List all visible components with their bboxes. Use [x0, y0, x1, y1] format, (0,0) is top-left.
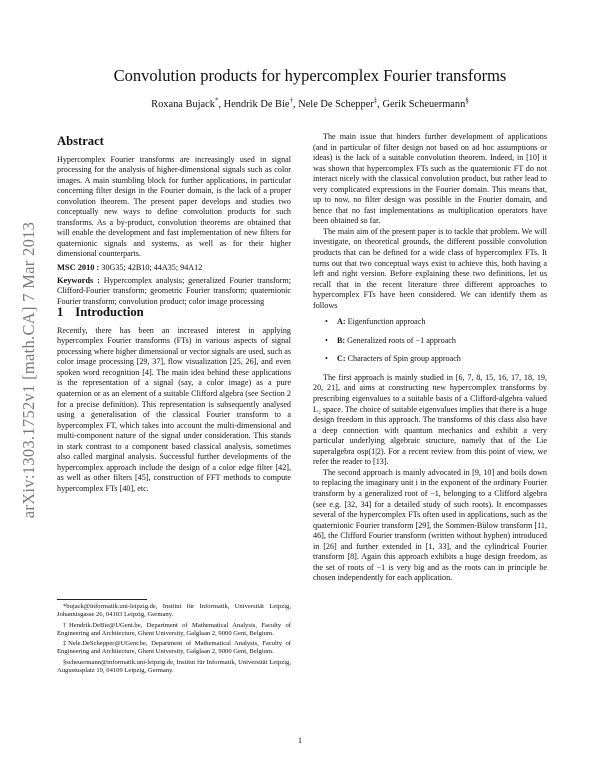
footnotes — [57, 599, 291, 677]
list-item: • A: Eigenfunction approach — [325, 317, 426, 327]
author-2: Hendrik De Bie†, — [223, 97, 296, 111]
arxiv-stamp — [14, 170, 44, 570]
author-list — [60, 97, 560, 110]
abstract-heading: Abstract — [57, 134, 104, 148]
abstract-text: Hypercomplex Fourier transforms are increasingly used in signal processing for the analysis of higher-dimensional signals such as color images. A main stumbling block for further applications, in particular concerning filter design in the Fourier domain, is the lack of a proper convolution theorem. The present paper develops and studies two conceptually new ways to define convolution products for such transforms. As a by-product, convolution theorems are obtained that will enable the development and fast implementation of new filters for quaternionic signals and systems, as well as for their higher dimensional counterparts. — [57, 154, 291, 259]
footnote-1: *bujack@informatik.uni-leipzig.de, Institut für Informatik, Universität Leipzig, Johannisgasse 26, 04103 Leipzig, Germany. — [57, 603, 291, 619]
page-number: 1 — [297, 736, 303, 745]
footnote-2: †Hendrik.DeBie@UGent.be, Department of Mathematical Analysis, Faculty of Engineering and Architecture, Ghent University, Galglaan 2, 9000 Gent, Belgium. — [57, 621, 291, 637]
intro-paragraph-4: The first approach is mainly studied in [6, 7, 8, 15, 16, 17, 18, 19, 20, 21], and aims at constructing new hypercomplex transforms by prescribing eigenvalues to a suitable basis of a Clifford-algebra valued L₂ space. The choice of suitable eigenvalues implies that there is a huge design freedom in this approach. The transforms of this class also have a deep connection with quantum mechanics and exhibit a very particular underlying algebraic structure, namely that of the Lie superalgebra osp(1|2). For a recent review from this point of view, we refer the reader to [13]. — [313, 372, 547, 467]
list-item: • C: Characters of Spin group approach — [325, 354, 461, 364]
keywords-line: Keywords : Hypercomplex analysis; generalized Fourier transform; Clifford-Fourier transform; geometric Fourier transform; quaternionic Fourier transform; convolution product; color image processing — [57, 275, 292, 306]
arxiv-stamp-text: arXiv:1303.1752v1 [math.CA] 7 Mar 2013 — [19, 221, 39, 519]
intro-paragraph-2: The main issue that hinders further development of applications (and in particular of filter design not based on ad hoc assumptions or ideas) is the lack of a suitable convolution theorem. Indeed, in [10] it was shown that hypercomplex FTs such as the quaternionic FT do not interact nicely with the classical convolution product, but rather lead to very complicated expressions in the Fourier domain. This means that, up to now, no filter design was possible in the Fourier domain, and hence that no fast implementations as multiplication operators have been obtained so far. — [313, 132, 547, 226]
intro-paragraph-5: The second approach is mainly advocated in [9, 10] and boils down to replacing the imaginary unit i in the exponent of the ordinary Fourier transform by a generalized root of −1, belonging to a Clifford algebra (see e.g. [32, 34] for a detailed study of such roots). It encompasses several of the hypercomplex FTs often used in applications, such as the quaternionic Fourier transform [29], the Sommen-Bülow transform [11, 46], the Clifford Fourier transform (written without hyphen) introduced in [26] and further extended in [1, 33], and the cylindrical Fourier transform [8]. Again this approach exhibits a huge design freedom, as the set of roots of −1 is very big and as the roots can in principle be chosen independently for each application. — [313, 467, 547, 583]
footnote-rule — [57, 599, 147, 600]
paper-title: Convolution products for hypercomplex Fourier transforms — [113, 66, 507, 85]
introduction-heading: 1 Introduction — [57, 305, 144, 320]
list-item: • B: Generalized roots of −1 approach — [325, 335, 456, 345]
footnote-4: §scheuermann@informatik.uni-leipzig.de, Institut für Informatik, Universität Leipzig, Augustusplatz 10, 04109 Leipzig, Germany. — [57, 658, 291, 675]
intro-paragraph-1: Recently, there has been an increased interest in applying hypercomplex Fourier transforms (FTs) in various aspects of signal processing where higher dimensional or vector signals are used, such as color image processing [29, 37], flow visualization [25, 26], and even spoken word recognition [4]. The main idea behind these applications is the representation of a signal (say, a color image) as a pure quaternion or as an element of a suitable Clifford algebra (see Section 2 for a precise definition). This representation is subsequently analysed using a generalisation of the classical Fourier transform to a hypercomplex FT, which takes into account the multi-dimensional and multi-component nature of the signal under consideration. This stands in stark contrast to a component based classical analysis, sometimes also called marginal analysis. Successful further developments of the hypercomplex approach include the design of a color edge filter [42], as well as other filters [45], construction of FFT methods to compute hypercomplex FTs [40], etc. — [57, 325, 291, 493]
right-column — [313, 132, 547, 584]
footnote-3: ‡Nele.DeSchepper@UGent.be, Department of Mathematical Analysis, Faculty of Engineering and Architecture, Ghent University, Galglaan 2, 9000 Gent, Belgium. — [57, 640, 291, 656]
left-column — [57, 136, 291, 495]
author-1: Roxana Bujack*, — [151, 97, 222, 111]
author-3: Nele De Schepper‡, — [298, 97, 380, 111]
approach-list — [313, 317, 547, 365]
author-4: Gerik Scheuermann§ — [382, 97, 469, 111]
intro-paragraph-3: The main aim of the present paper is to tackle that problem. We will investigate, on theoretical grounds, the different possible convolution products that can be defined for a wide class of hypercomplex FTs. It turns out that two conceptual ways exist to achieve this, both having a left and right version. Before explaining these two definitions, let us recall that in the recent literature three different approaches to hypercomplex FTs have been considered. We can identify them as follows — [313, 226, 547, 310]
msc-line: MSC 2010 : 30G35; 42B10; 44A35; 94A12 — [57, 263, 203, 273]
